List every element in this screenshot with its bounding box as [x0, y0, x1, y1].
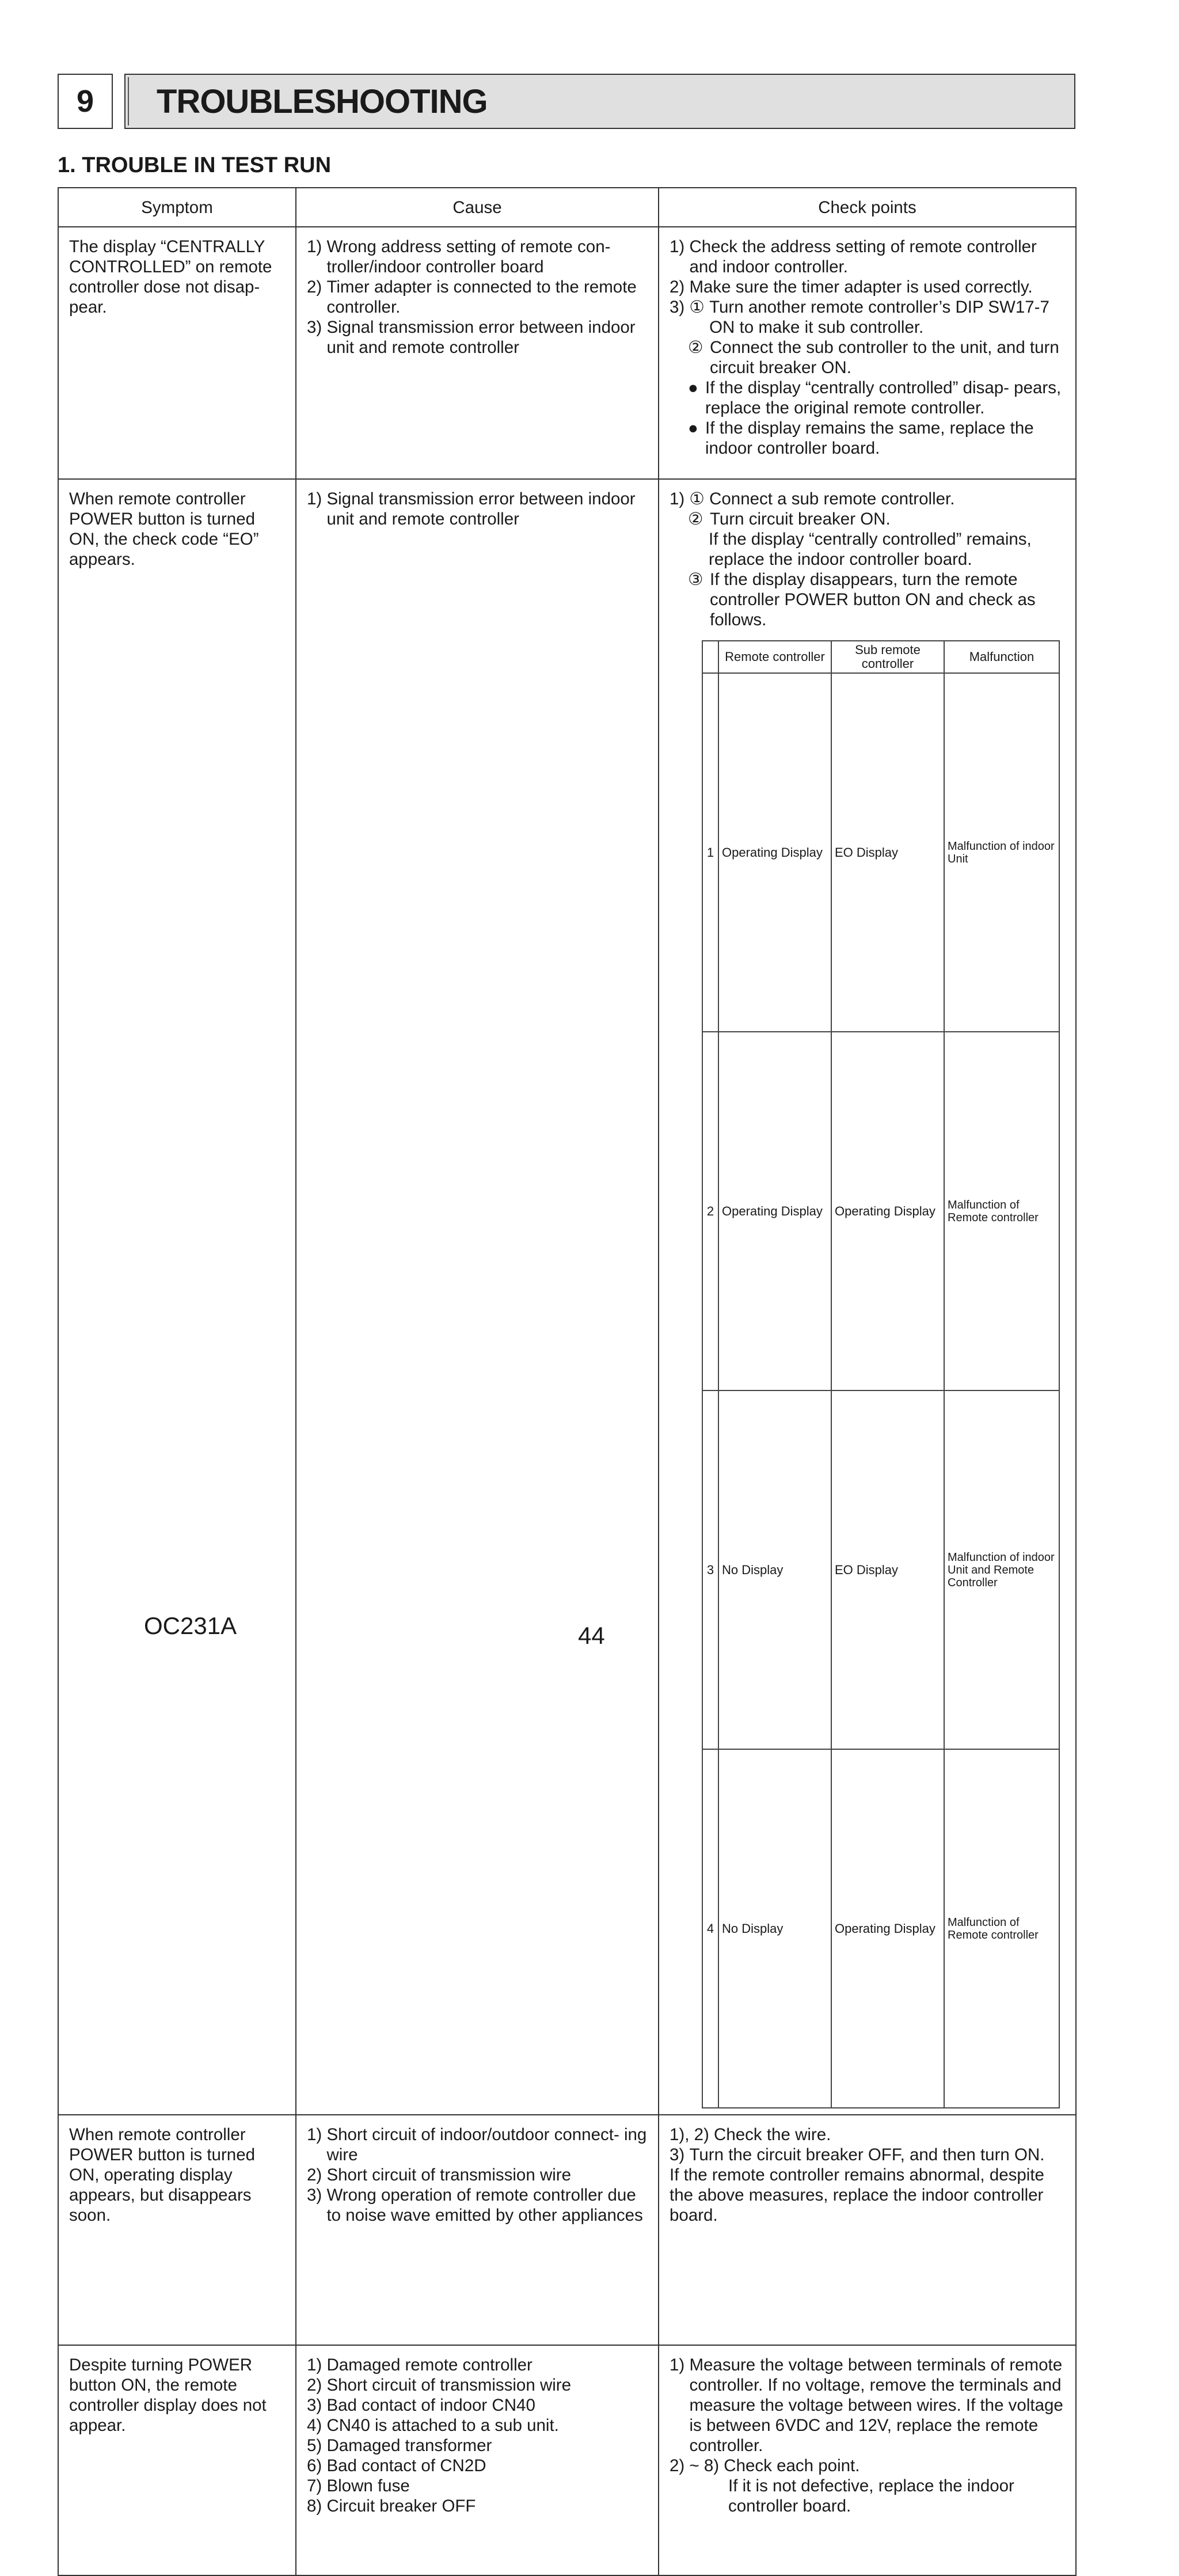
malfunction-header-row	[702, 641, 1059, 673]
malfunction-row: 4 No Display Operating Display Malfunction of Remote controller	[702, 1749, 1059, 2108]
malfunction-table	[702, 640, 1060, 2108]
symptom-cell: Despite turning POWER button ON, the remote controller display does not appear.	[58, 2345, 296, 2575]
section-title: 1. TROUBLE IN TEST RUN	[58, 153, 332, 177]
cause-item: 8) Circuit breaker OFF	[307, 2497, 476, 2516]
sub-header-malfunction: Malfunction	[944, 641, 1059, 673]
check-item: 1), 2) Check the wire.	[670, 2125, 831, 2144]
check-item: 2) Make sure the timer adapter is used correctly.	[670, 278, 1033, 297]
check-item: ● If the display remains the same, replace the indoor controller board.	[688, 419, 1034, 458]
cause-item: 1) Short circuit of indoor/outdoor connect- ing wire	[307, 2125, 647, 2164]
page-number: 44	[578, 1622, 605, 1649]
check-item: ② Connect the sub controller to the unit, and turn circuit breaker ON.	[688, 338, 1059, 377]
cause-item: 3) Wrong operation of remote controller due to noise wave emitted by other appliances	[307, 2186, 643, 2225]
check-cell	[659, 2345, 1076, 2575]
malfunction-row: 2 Operating Display Operating Display Malfunction of Remote controller	[702, 1032, 1059, 1390]
bullet-icon: ●	[688, 378, 698, 397]
check-item: If it is not defective, replace the indoor controller board.	[728, 2476, 1014, 2516]
bullet-icon: ●	[688, 419, 698, 438]
chapter-number: 9	[58, 74, 113, 129]
header-check-points: Check points	[659, 188, 1076, 227]
cause-item: 1) Wrong address setting of remote con- troller/indoor controller board	[307, 237, 611, 276]
check-item: If the remote controller remains abnormal, despite the above measures, replace the indoor controller board.	[670, 2165, 1044, 2225]
cause-cell	[296, 227, 659, 479]
symptom-cell: The display “CENTRALLY CONTROLLED” on remote controller dose not disap- pear.	[58, 227, 296, 479]
table-row	[58, 2115, 1076, 2345]
cause-item: 7) Blown fuse	[307, 2476, 410, 2495]
check-cell	[659, 227, 1076, 479]
check-cell	[659, 479, 1076, 2115]
symptom-cell: When remote controller POWER button is turned ON, the check code “EO” appears.	[58, 479, 296, 2115]
header-symptom: Symptom	[58, 188, 296, 227]
chapter-title: TROUBLESHOOTING	[124, 74, 1075, 129]
table-row	[58, 2345, 1076, 2575]
malfunction-row: 1 Operating Display EO Display Malfunction of indoor Unit	[702, 673, 1059, 1032]
check-item: ③ If the display disappears, turn the remote controller POWER button ON and check as follows.	[688, 570, 1036, 629]
check-item: 1) Check the address setting of remote controller and indoor controller.	[670, 237, 1037, 276]
check-item: 1) Measure the voltage between terminals of remote controller. If no voltage, remove the terminals and measure the voltage between wires. If the voltage is between 6VDC and 12V, replace the remote controller.	[670, 2355, 1063, 2455]
cause-item: 3) Signal transmission error between indoor unit and remote controller	[307, 318, 636, 357]
check-item: 3) ① Turn another remote controller’s DIP SW17-7 ON to make it sub controller.	[670, 298, 1049, 337]
cause-item: 1) Signal transmission error between indoor unit and remote controller	[307, 489, 636, 529]
cause-item: 2) Short circuit of transmission wire	[307, 2165, 572, 2184]
header-cause: Cause	[296, 188, 659, 227]
cause-item: 6) Bad contact of CN2D	[307, 2456, 486, 2475]
cause-item: 3) Bad contact of indoor CN40	[307, 2396, 535, 2415]
cause-cell	[296, 2345, 659, 2575]
check-item: 2) ~ 8) Check each point.	[670, 2456, 860, 2475]
cause-item: 1) Damaged remote controller	[307, 2355, 533, 2374]
cause-cell	[296, 2115, 659, 2345]
malfunction-row: 3 No Display EO Display Malfunction of indoor Unit and Remote Controller	[702, 1390, 1059, 1749]
table-header-row	[58, 188, 1076, 227]
cause-item: 5) Damaged transformer	[307, 2436, 492, 2455]
check-item: 1) ① Connect a sub remote controller.	[670, 489, 955, 508]
check-cell	[659, 2115, 1076, 2345]
document-code: OC231A	[144, 1612, 237, 1639]
table-row	[58, 479, 1076, 2115]
cause-item: 4) CN40 is attached to a sub unit.	[307, 2416, 559, 2435]
troubleshooting-table	[58, 187, 1077, 2576]
cause-item: 2) Timer adapter is connected to the remote controller.	[307, 278, 637, 317]
cause-cell	[296, 479, 659, 2115]
check-item: ● If the display “centrally controlled” disap- pears, replace the original remote controller.	[688, 378, 1062, 417]
check-item: If the display “centrally controlled” remains, replace the indoor controller board.	[709, 530, 1032, 569]
cause-item: 2) Short circuit of transmission wire	[307, 2376, 572, 2395]
symptom-cell: When remote controller POWER button is turned ON, operating display appears, but disappears soon.	[58, 2115, 296, 2345]
check-item: ② Turn circuit breaker ON.	[688, 510, 891, 529]
sub-header-sub-remote: Sub remote controller	[831, 641, 944, 673]
check-item: 3) Turn the circuit breaker OFF, and then turn ON.	[670, 2145, 1045, 2164]
table-row	[58, 227, 1076, 479]
sub-header-remote: Remote controller	[718, 641, 831, 673]
